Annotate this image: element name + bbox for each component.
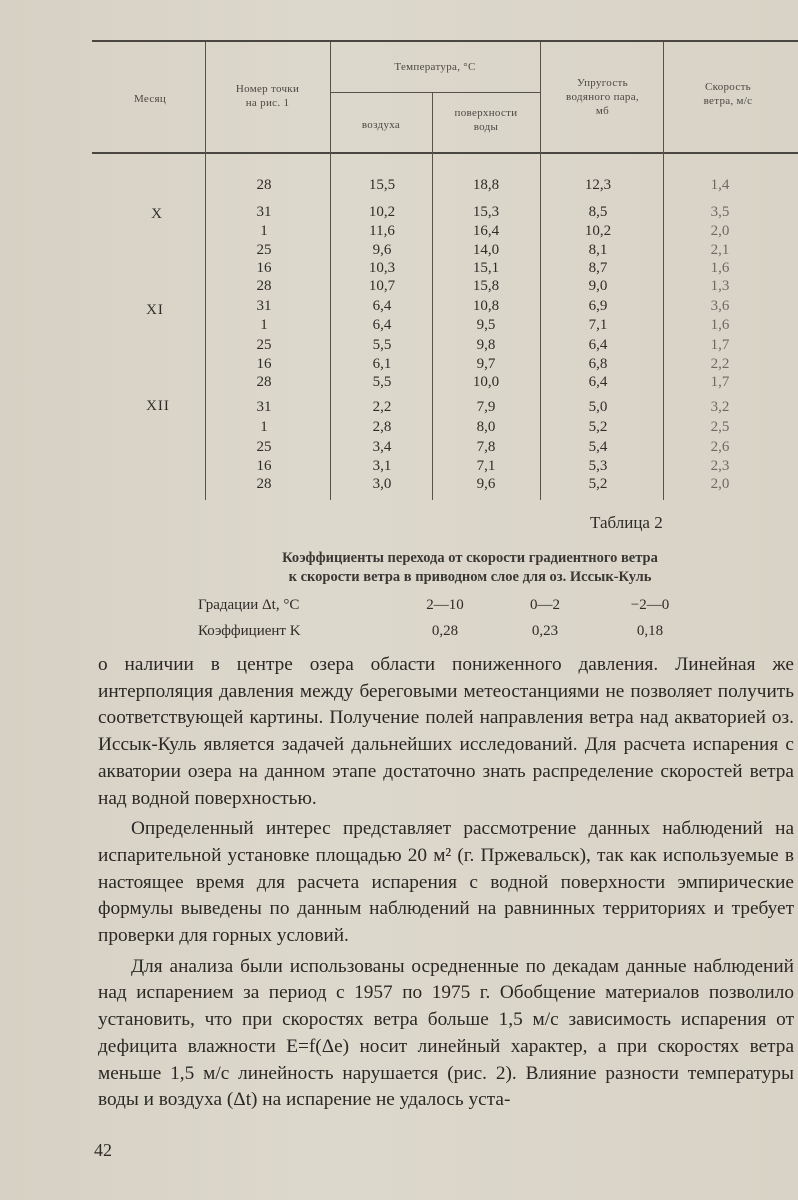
table-cell-water: 14,0 — [472, 242, 500, 258]
table-cell-point: 25 — [256, 242, 272, 258]
table-cell-point: 28 — [256, 278, 272, 294]
table-cell-air: 6,4 — [372, 317, 392, 333]
table-cell-vapor: 7,1 — [588, 317, 608, 333]
header-temperature: Температура, °С — [394, 61, 476, 73]
table-cell-wind: 2,0 — [710, 223, 730, 239]
header-water-surface: поверхности воды — [454, 107, 518, 133]
table-cell-wind: 1,7 — [710, 337, 730, 353]
column-divider — [540, 42, 541, 500]
table-cell-air: 10,7 — [368, 278, 396, 294]
column-divider — [432, 92, 433, 500]
table-cell-vapor: 9,0 — [588, 278, 608, 294]
table-cell-air: 9,6 — [372, 242, 392, 258]
table-cell-water: 16,4 — [472, 223, 500, 239]
table-cell-air: 10,3 — [368, 260, 396, 276]
table-cell-water: 15,8 — [472, 278, 500, 294]
table-cell-water: 7,9 — [476, 399, 496, 415]
month-label: X — [151, 206, 163, 222]
table-cell-air: 5,5 — [372, 374, 392, 390]
table-cell-vapor: 5,4 — [588, 439, 608, 455]
table-cell-vapor: 5,2 — [588, 476, 608, 492]
table-cell-vapor: 6,4 — [588, 374, 608, 390]
table-cell-wind: 3,2 — [710, 399, 730, 415]
table-cell-vapor: 10,2 — [584, 223, 612, 239]
table-cell-air: 10,2 — [368, 204, 396, 220]
paragraph: Для анализа были использованы осредненные по декадам данные наблюдений над испарением за период с 1957 по 1975 г. Обобщение материалов позволило установить, что при скоростях ветра больше 1,5 м/с зависимость испарения от дефицита влажности E=f(Δe) носит линейный характер, а при скоростях ветра меньше 1,5 м/с линейность нарушается (рис. 2). Влияние разности температуры воды и воздуха (Δt) на испарение не удалось уста- — [98, 955, 794, 1111]
table-cell-point: 28 — [256, 374, 272, 390]
gradations-label: Градации Δt, °С — [198, 597, 300, 613]
table-cell-vapor: 5,0 — [588, 399, 608, 415]
table-cell-wind: 1,7 — [710, 374, 730, 390]
table-cell-water: 7,1 — [476, 458, 496, 474]
column-divider — [330, 42, 331, 500]
body-text — [98, 652, 794, 1118]
page-number: 42 — [94, 1140, 112, 1160]
coefficient-value: 0,28 — [431, 623, 459, 639]
table-cell-wind: 1,3 — [710, 278, 730, 294]
gradation-value: 0—2 — [530, 597, 560, 613]
table-cell-wind: 1,4 — [710, 177, 730, 193]
temperature-subheader-rule — [330, 92, 540, 93]
table-cell-water: 9,5 — [476, 317, 496, 333]
table-cell-water: 7,8 — [476, 439, 496, 455]
table-cell-water: 9,6 — [476, 476, 496, 492]
table-cell-vapor: 12,3 — [584, 177, 612, 193]
table-cell-vapor: 6,9 — [588, 298, 608, 314]
table-cell-water: 9,7 — [476, 356, 496, 372]
table-cell-point: 16 — [256, 260, 272, 276]
table-cell-wind: 2,3 — [710, 458, 730, 474]
table-cell-air: 6,4 — [372, 298, 392, 314]
table-2-label: Таблица 2 — [590, 513, 663, 532]
table-cell-air: 2,8 — [372, 419, 392, 435]
table-cell-water: 10,8 — [472, 298, 500, 314]
table-cell-wind: 2,2 — [710, 356, 730, 372]
table-cell-water: 9,8 — [476, 337, 496, 353]
month-label: XII — [146, 398, 170, 414]
table-cell-point: 16 — [256, 458, 272, 474]
table-cell-water: 15,1 — [472, 260, 500, 276]
table-cell-point: 28 — [256, 476, 272, 492]
table-cell-wind: 1,6 — [710, 260, 730, 276]
table-2-caption: Коэффициенты перехода от скорости градиентного ветра к скорости ветра в приводном слое для оз. Иссык-Куль — [282, 550, 658, 585]
table-cell-wind: 2,1 — [710, 242, 730, 258]
table-cell-wind: 1,6 — [710, 317, 730, 333]
table-cell-air: 6,1 — [372, 356, 392, 372]
table-cell-vapor: 6,4 — [588, 337, 608, 353]
table-cell-vapor: 6,8 — [588, 356, 608, 372]
table-cell-point: 31 — [256, 298, 272, 314]
header-vapor-pressure: Упругость водяного пара, мб — [566, 77, 639, 117]
table-cell-vapor: 8,5 — [588, 204, 608, 220]
table-cell-point: 1 — [260, 317, 268, 333]
table-header-bottom-rule — [92, 152, 798, 154]
table-cell-water: 15,3 — [472, 204, 500, 220]
header-month: Месяц — [133, 93, 167, 105]
table-cell-wind: 2,0 — [710, 476, 730, 492]
table-cell-point: 1 — [260, 419, 268, 435]
table-cell-vapor: 5,3 — [588, 458, 608, 474]
gradation-value: 2—10 — [426, 597, 464, 613]
table-cell-vapor: 5,2 — [588, 419, 608, 435]
table-cell-wind: 3,6 — [710, 298, 730, 314]
table-cell-water: 10,0 — [472, 374, 500, 390]
table-cell-vapor: 8,7 — [588, 260, 608, 276]
table-cell-point: 25 — [256, 337, 272, 353]
table-cell-point: 25 — [256, 439, 272, 455]
header-wind-speed: Скорость ветра, м/с — [703, 81, 753, 107]
table-cell-point: 31 — [256, 399, 272, 415]
table-cell-wind: 2,6 — [710, 439, 730, 455]
header-air: воздуха — [361, 119, 401, 131]
table-cell-air: 5,5 — [372, 337, 392, 353]
paragraph: о наличии в центре озера области пониженного давления. Линейная же интерполяция давления между береговыми метеостанциями не позволяет получить соответствующей картины. Получение полей направления ветра над акваторией оз. Иссык-Куль является задачей дальнейших исследований. Для расчета испарения с акватории озера на данном этапе достаточно знать распределение скоростей ветра над водной поверхностью. — [98, 654, 794, 809]
table-cell-air: 11,6 — [369, 223, 395, 239]
table-cell-wind: 3,5 — [710, 204, 730, 220]
gradation-value: −2—0 — [630, 597, 670, 613]
column-divider — [663, 42, 664, 500]
table-cell-water: 8,0 — [476, 419, 496, 435]
coefficient-value: 0,18 — [636, 623, 664, 639]
table-top-rule — [92, 40, 798, 42]
table-cell-vapor: 8,1 — [588, 242, 608, 258]
month-label: XI — [146, 302, 164, 318]
column-divider — [205, 42, 206, 500]
table-cell-point: 31 — [256, 204, 272, 220]
table-cell-air: 15,5 — [368, 177, 396, 193]
table-cell-air: 2,2 — [372, 399, 392, 415]
table-cell-water: 18,8 — [472, 177, 500, 193]
table-cell-air: 3,0 — [372, 476, 392, 492]
paragraph: Определенный интерес представляет рассмотрение данных наблюдений на испарительной установке площадью 20 м² (г. Пржевальск), так как используемые в настоящее время для расчета испарения с водной поверхности эмпирические формулы выведены по данным наблюдений на равнинных территориях и требует проверки для горных условий. — [98, 818, 794, 947]
table-cell-air: 3,4 — [372, 439, 392, 455]
table-cell-point: 1 — [260, 223, 268, 239]
table-cell-point: 28 — [256, 177, 272, 193]
table-cell-air: 3,1 — [372, 458, 392, 474]
header-point: Номер точки на рис. 1 — [235, 83, 300, 109]
table-cell-wind: 2,5 — [710, 419, 730, 435]
table-cell-point: 16 — [256, 356, 272, 372]
coefficient-value: 0,23 — [531, 623, 559, 639]
coefficient-label: Коэффициент K — [198, 623, 301, 639]
